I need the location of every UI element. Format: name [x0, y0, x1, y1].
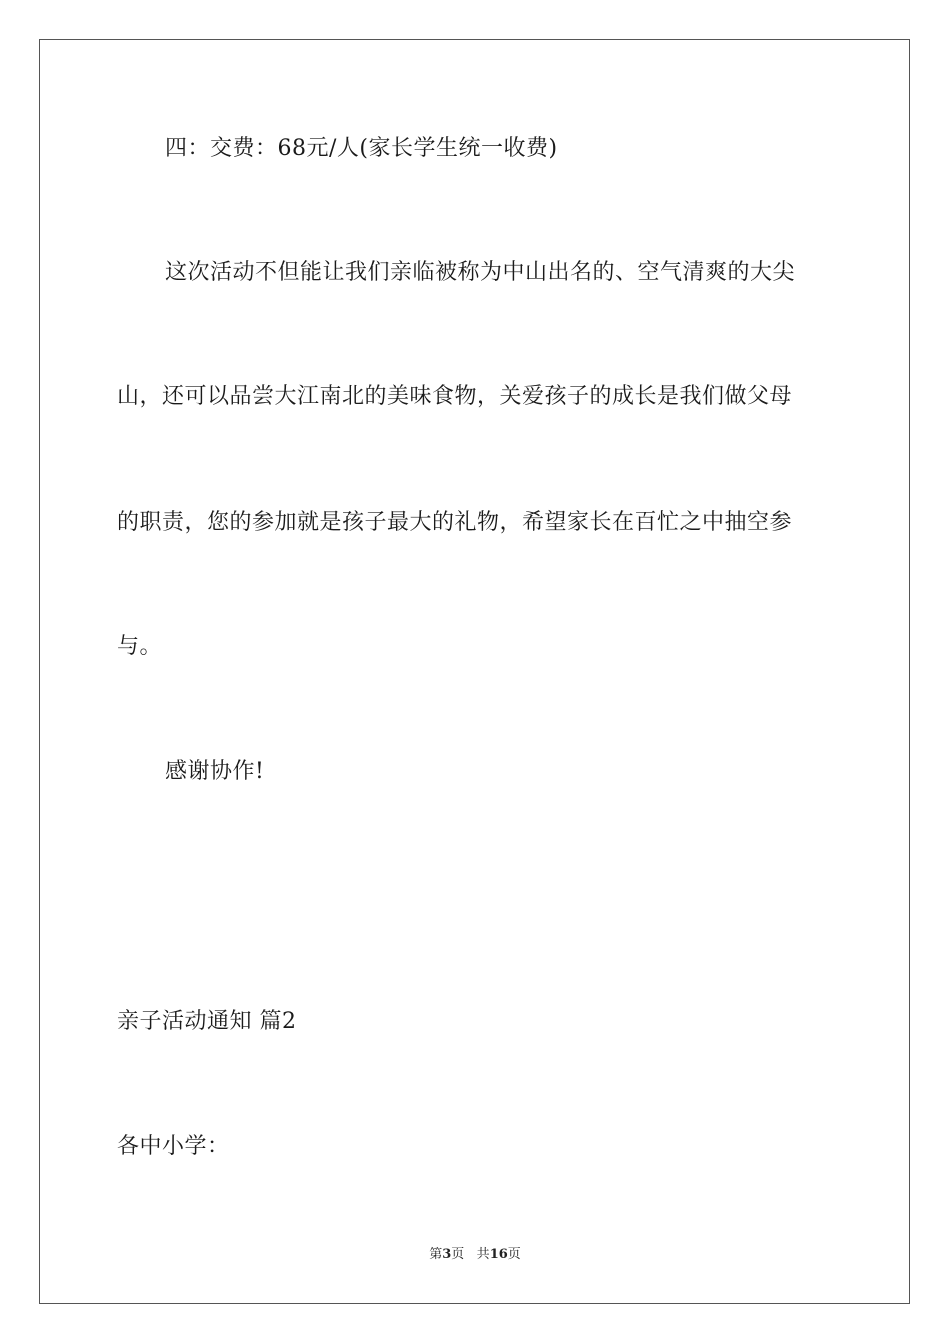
page-footer [0, 1246, 950, 1264]
footer-total-pages: 16 [489, 1247, 508, 1262]
footer-page-suffix: 页 [451, 1247, 465, 1262]
paragraph-line: 山，还可以品尝大江南北的美味食物，关爱孩子的成长是我们做父母 [117, 384, 793, 409]
paragraph-line: 这次活动不但能让我们亲临被称为中山出名的、空气清爽的大尖 [165, 260, 796, 285]
page-frame [39, 39, 910, 1304]
footer-total-suffix: 页 [507, 1247, 521, 1262]
footer-page-number: 3 [442, 1247, 452, 1262]
thanks-line: 感谢协作! [165, 759, 265, 784]
section-title: 亲子活动通知 篇2 [117, 1009, 297, 1034]
paragraph-line: 与。 [117, 634, 163, 659]
salutation: 各中小学： [117, 1134, 230, 1159]
fee-line: 四：交费：68元/人(家长学生统一收费) [165, 136, 558, 161]
footer-total-prefix: 共 [476, 1247, 490, 1262]
footer-page-prefix: 第 [429, 1247, 443, 1262]
paragraph-line: 的职责，您的参加就是孩子最大的礼物，希望家长在百忙之中抽空参 [117, 510, 793, 535]
